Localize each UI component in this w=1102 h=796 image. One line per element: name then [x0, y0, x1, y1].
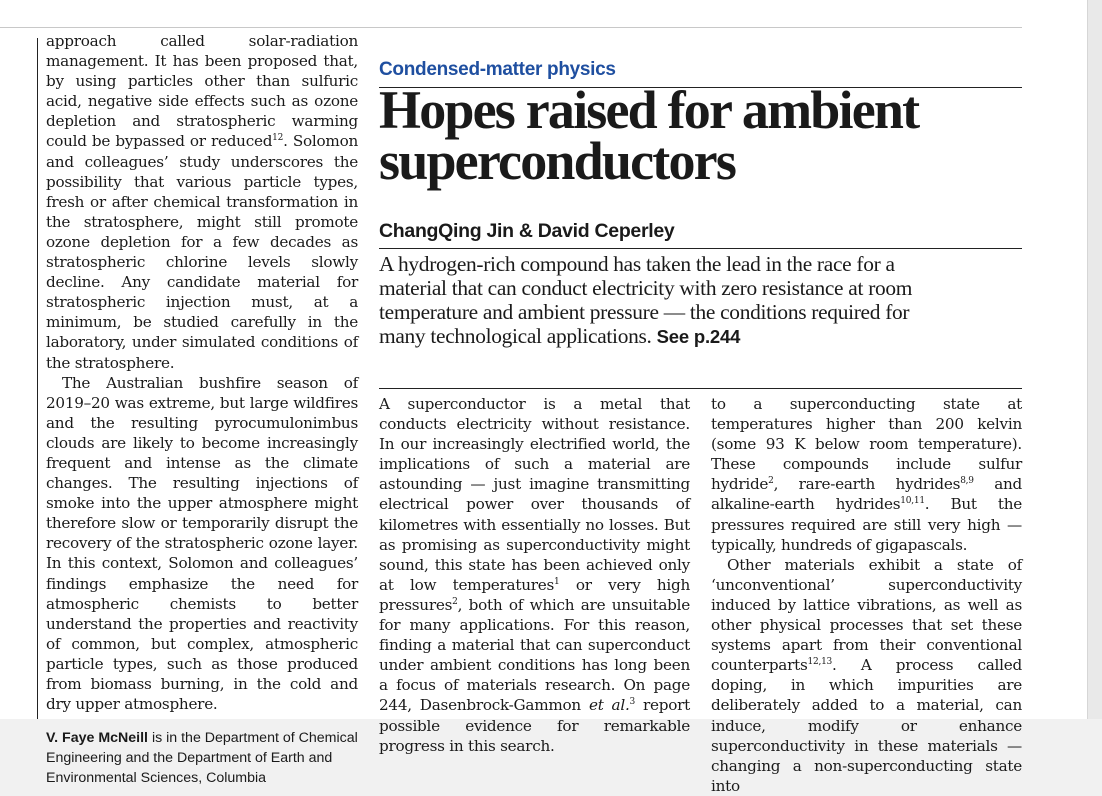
body-text: , both of which are unsuitable for many applications. For this reason, finding a material that can superconduct under ambient conditions has long been a focus of materials research. On page 244, Dasenbrock-Gammon — [379, 595, 690, 715]
top-divider — [0, 27, 1022, 28]
left-column — [46, 31, 358, 788]
body-text: Other materials exhibit a state of ‘unconventional’ superconductivity induced by lattice vibrations, as well as other physical processes that set these systems apart from their conventional counterparts — [711, 555, 1022, 675]
standfirst-text: A hydrogen-rich compound has taken the lead in the race for a material that can conduct electricity with zero resistance at room temperature and ambient pressure — the conditions required for many technological applications. — [379, 252, 913, 348]
left-paragraph-1 — [46, 31, 358, 373]
column-rule — [37, 38, 38, 719]
body-text: or very high pressures — [379, 575, 691, 614]
author-affiliation — [46, 728, 358, 788]
section-label[interactable]: Condensed-matter physics — [379, 59, 616, 80]
right-paragraph-1 — [711, 394, 1022, 555]
citation-superscript[interactable]: 2 — [768, 476, 774, 487]
body-text: report possible evidence for remarkable progress in this search. — [379, 696, 690, 755]
body-text: to a superconducting state at temperatures higher than 200 kelvin (some 93 K below room temperature). These compounds include sulfur hydride — [711, 395, 1022, 494]
standfirst — [379, 252, 939, 349]
body-text: The Australian bushfire season of 2019–20 was extreme, but large wildfires and the resulting pyrocumulonimbus clouds are likely to become increasingly frequent and intense as the climate changes. The resulting injections of smoke into the upper atmosphere might therefore slow or temporarily disrupt the recovery of the stratospheric ozone layer. In this context, Solomon and colleagues’ findings emphasize the need for atmospheric chemists to better understand the properties and reactivity of common, but complex, atmospheric particle types, such as those produced from biomass burning, in the cold and dry upper atmosphere. — [46, 373, 358, 714]
middle-paragraph — [379, 394, 690, 756]
citation-superscript[interactable]: 3 — [629, 697, 636, 708]
body-text: . But the pressures required are still very high — typically, hundreds of gigapascals. — [711, 495, 1022, 554]
affiliation-name: V. Faye McNeill — [46, 730, 148, 747]
body-text: and alkaline-earth hydrides — [711, 475, 1023, 514]
body-divider — [379, 388, 1022, 389]
body-text: . Solomon and colleagues’ study underscores the possibility that various particle types, fresh or after chemical transformation in the stratosphere, might still promote ozone depletion for a few decades as stratospheric chlorine levels slowly decline. Any candidate material for stratospheric injection must, at a minimum, be studied carefully in the laboratory, under simulated conditions of the stratosphere. — [46, 132, 359, 372]
right-paragraph-2 — [711, 555, 1022, 796]
scrollbar-track[interactable] — [1087, 0, 1102, 719]
middle-column — [379, 394, 690, 756]
italic-text: et al. — [588, 696, 630, 715]
citation-superscript[interactable]: 2 — [452, 596, 458, 607]
see-page-link[interactable]: See p.244 — [656, 326, 741, 347]
citation-superscript[interactable]: 10,11 — [900, 496, 925, 507]
body-text: . A process called doping, in which impurities are deliberately added to a material, can induce, modify or enhance superconductivity in these materials — changing a non-superconducting state into — [711, 656, 1022, 795]
right-column — [711, 394, 1022, 796]
citation-superscript[interactable]: 8,9 — [960, 476, 974, 487]
body-text: , rare-earth hydrides — [773, 475, 961, 494]
body-text: A superconductor is a metal that conducts electricity without resistance. In our increasingly electrified world, the implications of such a material are astounding — just imagine transmitting electrical power over thousands of kilometres with essentially no losses. But as promising as superconductivity might sound, this state has been achieved only at low temperatures — [379, 395, 690, 594]
affiliation-text: is in the Department of Chemical Engineering and the Department of Earth and Environmental Sciences, Columbia — [46, 730, 358, 787]
citation-superscript[interactable]: 12 — [272, 133, 284, 144]
article-headline: Hopes raised for ambient superconductors — [379, 80, 919, 191]
citation-superscript[interactable]: 1 — [554, 576, 560, 587]
citation-superscript[interactable]: 12,13 — [807, 657, 833, 668]
left-paragraph-2 — [46, 373, 358, 715]
body-text: approach called solar-radiation management. It has been proposed that, by using particles other than sulfuric acid, negative side effects such as ozone depletion and stratospheric warming could be bypassed or reduced — [46, 32, 358, 151]
article-authors: ChangQing Jin & David Ceperley — [379, 220, 675, 242]
author-divider — [379, 248, 1022, 249]
